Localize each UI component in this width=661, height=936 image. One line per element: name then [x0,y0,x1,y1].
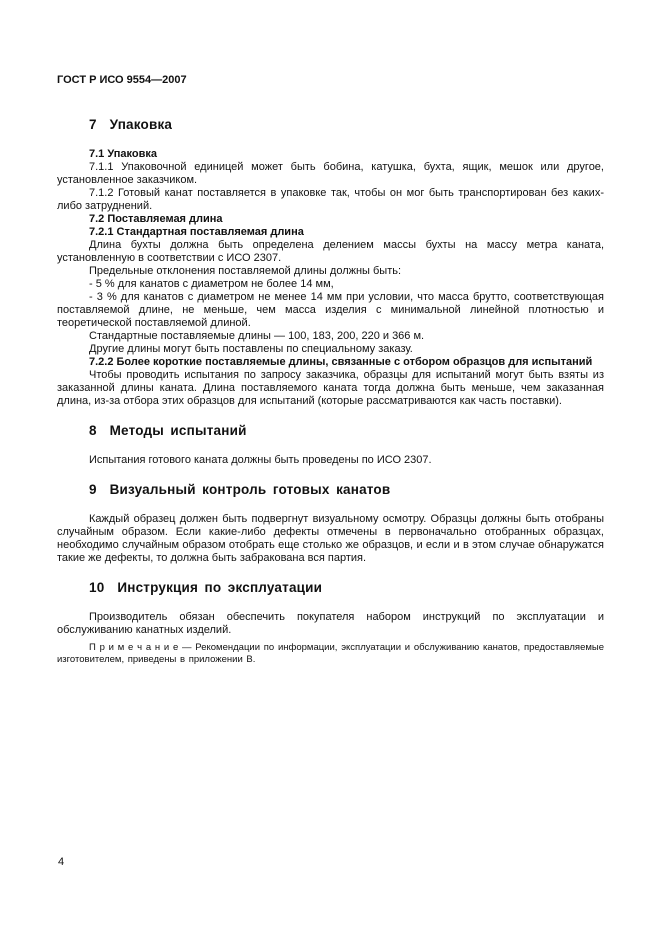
paragraph-shorter-lengths: Чтобы проводить испытания по запросу заказчика, образцы для испытаний могут быть взяты из заказанной длины каната. Длина поставляемого каната тогда должна быть меньше, чем заказанная длина, из-за отбора этих образцов для испытаний (которые рассматриваются как часть поставки). [57,369,604,407]
subsection-heading-7-2-1: 7.2.1 Стандартная поставляемая длина [89,226,304,238]
list-item-3-percent: - 3 % для канатов с диаметром не менее 14 мм при условии, что масса брутто, соответствующая поставляемой длине, не меньше, чем масса изделия с минимальной линейной плотностью и теоретической поставляемой длиной. [57,291,604,329]
paragraph-inspection: Каждый образец должен быть подвергнут визуальному осмотру. Образцы должны быть отобраны случайным образом. Если какие-либо дефекты отмечены в первоначально отобранных образцах, необходимо случайным образом отобрать еще столько же образцов, и если и в этом случае обнаружатся такие же дефекты, то должна быть забракована вся партия. [57,513,604,564]
subsection-heading-7-1: 7.1 Упаковка [89,148,157,160]
paragraph-7-1-2: 7.1.2 Готовый канат поставляется в упаковке так, чтобы он мог быть транспортирован без каких-либо затруднений. [57,187,604,212]
paragraph-coil-length: Длина бухты должна быть определена делением массы бухты на массу метра каната, установленную в соответствии с ИСО 2307. [57,239,604,264]
section-heading-9: 9 Визуальный контроль готовых канатов [89,482,391,497]
paragraph-deviations: Предельные отклонения поставляемой длины должны быть: [89,265,402,277]
paragraph-7-1-1: 7.1.1 Упаковочной единицей может быть бобина, катушка, бухта, ящик, мешок или другое, установленное заказчиком. [57,161,604,186]
section-packaging [57,117,604,408]
section-heading-10: 10 Инструкция по эксплуатации [89,580,323,595]
paragraph-manufacturer-duty: Производитель обязан обеспечить покупателя набором инструкций по эксплуатации и обслуживанию канатных изделий. [57,611,604,636]
paragraph-standard-lengths: Стандартные поставляемые длины — 100, 183, 200, 220 и 366 м. [89,330,425,342]
section-heading-8: 8 Методы испытаний [89,423,247,438]
paragraph-other-lengths: Другие длины могут быть поставлены по специальному заказу. [89,343,413,355]
note-recommendations: П р и м е ч а н и е — Рекомендации по информации, эксплуатации и обслуживанию канатов, предоставляемые изготовителем, приведены в приложении В. [57,642,604,665]
section-heading-7: 7 Упаковка [89,117,173,132]
running-header: ГОСТ Р ИСО 9554—2007 [57,74,187,86]
page-number: 4 [58,856,65,868]
section-test-methods [57,423,604,467]
section-operating-instructions [57,580,604,665]
subsection-heading-7-2-2: 7.2.2 Более короткие поставляемые длины, связанные с отбором образцов для испытаний [89,356,593,368]
list-item-5-percent: - 5 % для канатов с диаметром не более 14 мм, [89,278,334,290]
subsection-heading-7-2: 7.2 Поставляемая длина [89,213,223,225]
paragraph-testing: Испытания готового каната должны быть проведены по ИСО 2307. [89,454,432,466]
section-visual-inspection [57,482,604,565]
